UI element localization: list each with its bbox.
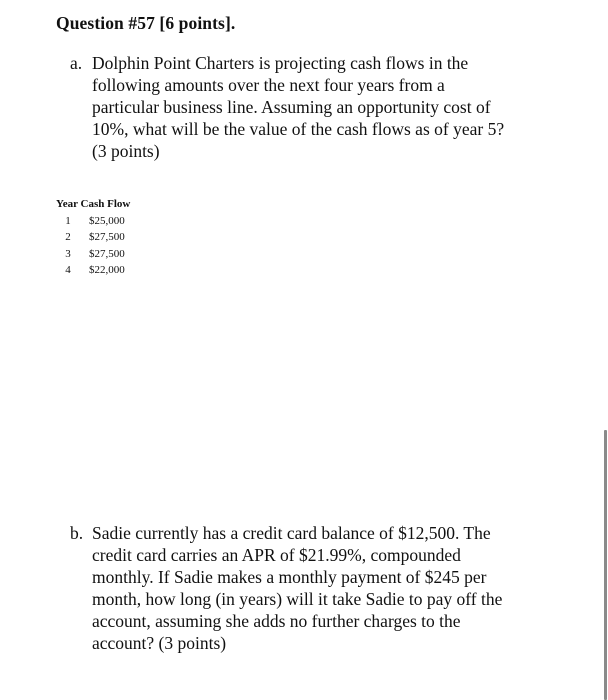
part-b-line: Sadie currently has a credit card balance of $12,500. The [92,523,491,543]
table-row [56,262,130,279]
part-a-line: Dolphin Point Charters is projecting cash flows in the [92,53,469,73]
part-a-line: particular business line. Assuming an opportunity cost of [92,97,491,117]
cash-flow-cell: $27,500 [89,231,125,243]
cash-flow-table [56,196,130,279]
part-a-line: (3 points) [92,141,160,161]
question-part-b [70,522,550,654]
part-b-line: account? (3 points) [92,633,227,653]
table-row [56,229,130,246]
table-row [56,213,130,230]
year-cell: 3 [65,247,71,260]
question-heading: Question #57 [6 points]. [56,13,236,33]
year-cell: 1 [65,214,71,227]
part-b-line: account, assuming she adds no further charges to the [92,611,461,631]
part-a-line: following amounts over the next four years from a [92,75,445,95]
part-b-marker: b. [70,523,84,543]
year-cell: 2 [65,231,71,243]
cash-flow-cell: $27,500 [89,247,125,260]
vertical-scrollbar[interactable] [604,430,607,700]
part-b-line: month, how long (in years) will it take Sadie to pay off the [92,589,503,609]
question-part-a [70,52,550,162]
part-a-marker: a. [70,53,83,73]
cash-flow-cell: $22,000 [89,264,125,276]
table-row [56,246,130,263]
year-cell: 4 [65,264,71,276]
part-b-line: monthly. If Sadie makes a monthly payment of $245 per [92,567,487,587]
part-a-line: 10%, what will be the value of the cash flows as of year 5? [92,119,505,139]
cash-flow-cell: $25,000 [89,214,125,227]
part-b-line: credit card carries an APR of $21.99%, compounded [92,545,461,565]
cash-flow-table-header: Year Cash Flow [56,198,131,210]
